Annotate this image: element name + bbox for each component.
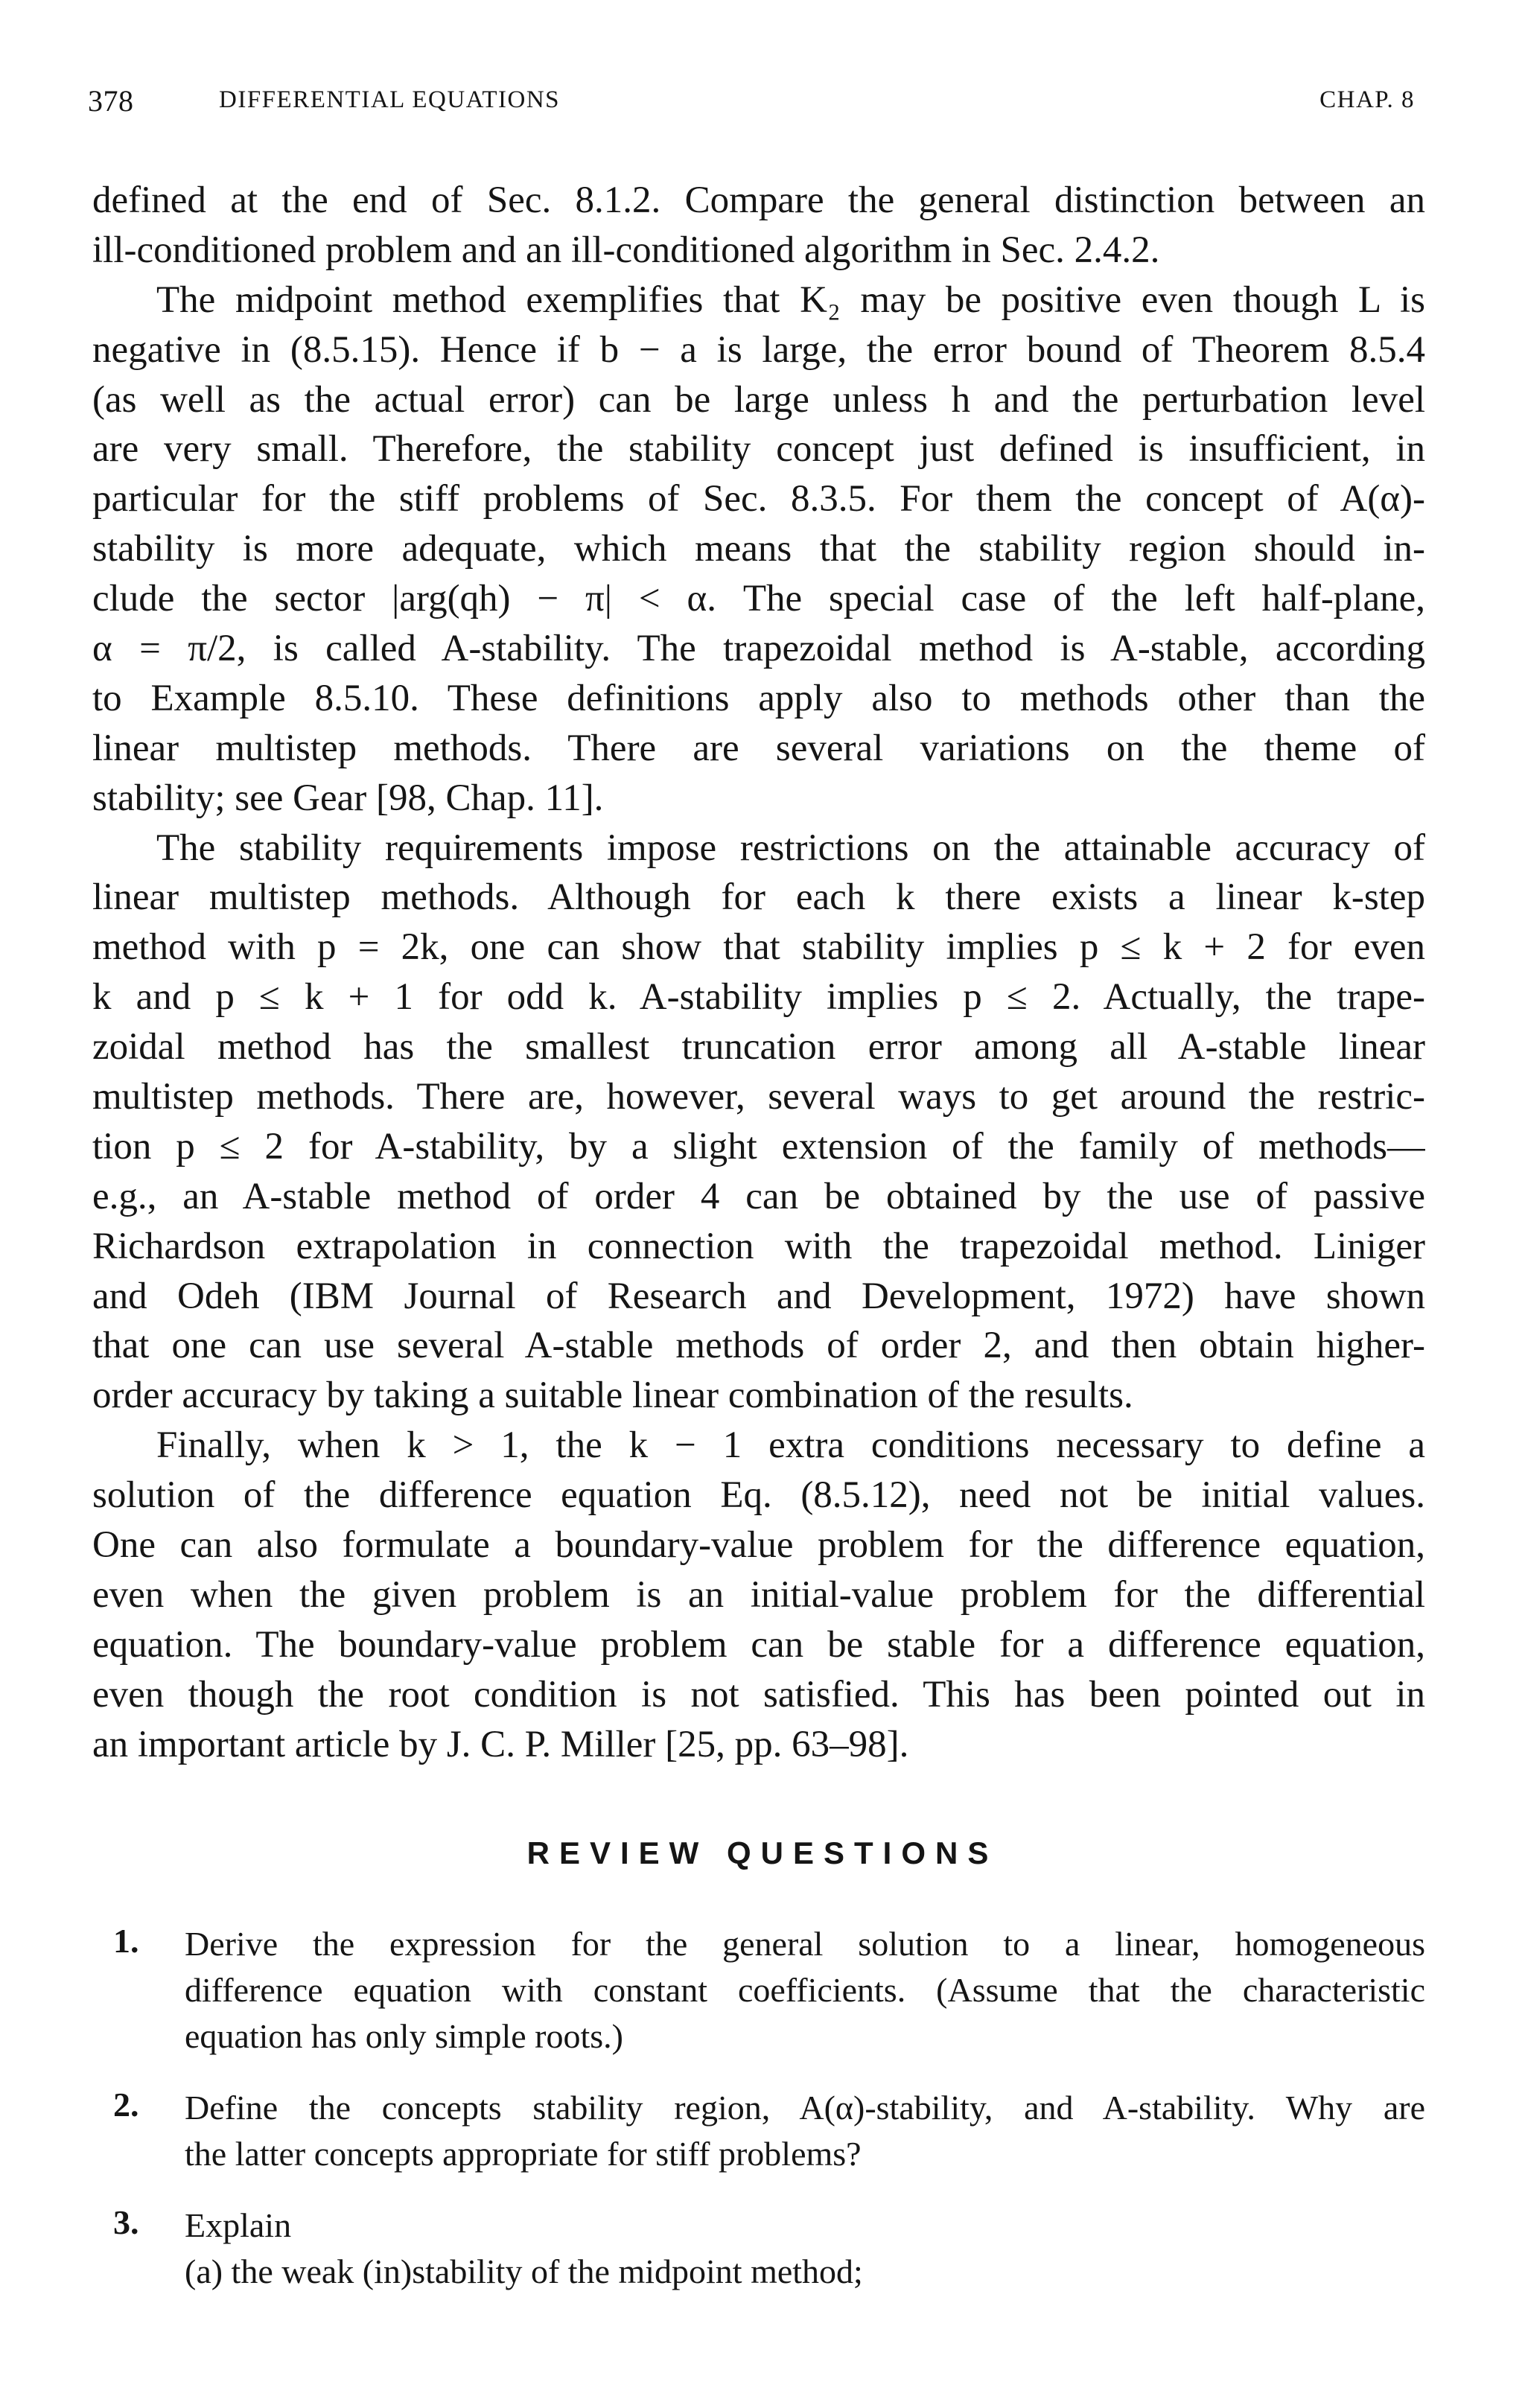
text-line: an important article by J. C. P. Miller [25, pp. 63–98]. (92, 1723, 909, 1765)
review-questions-list (92, 1921, 1425, 2320)
text-line: tion p ≤ 2 for A-stability, by a slight extension of the family of methods— (92, 1125, 1425, 1168)
review-question (92, 2202, 1425, 2295)
question-number: 1. (113, 1922, 139, 1960)
text-line: stability; see Gear [98, Chap. 11]. (92, 777, 604, 819)
text-line: equation. The boundary-value problem can be stable for a difference equation, (92, 1623, 1425, 1666)
running-head: DIFFERENTIAL EQUATIONS (219, 86, 561, 113)
paragraph (92, 275, 1425, 824)
paragraph (92, 824, 1425, 1421)
text-line: ill-conditioned problem and an ill-conditioned algorithm in Sec. 2.4.2. (92, 229, 1160, 271)
text-line: stability is more adequate, which means that the stability region should in- (92, 528, 1425, 570)
review-question (92, 1921, 1425, 2060)
text-line: clude the sector |arg(qh) − π| < α. The special case of the left half-plane, (92, 578, 1425, 620)
question-line: Explain (185, 2206, 292, 2244)
text-line: One can also formulate a boundary-value problem for the difference equation, (92, 1524, 1425, 1567)
text-line: linear multistep methods. Although for each k there exists a linear k-step (92, 876, 1425, 919)
chapter-label: CHAP. 8 (1319, 86, 1415, 113)
text-line: are very small. Therefore, the stability concept just defined is insufficient, in (92, 428, 1425, 471)
question-number: 3. (113, 2203, 139, 2241)
text-line: and Odeh (IBM Journal of Research and Development, 1972) have shown (92, 1275, 1425, 1317)
question-line: (a) the weak (in)stability of the midpoint method; (185, 2252, 863, 2290)
page-number: 378 (88, 84, 134, 118)
text-line: linear multistep methods. There are several variations on the theme of (92, 727, 1425, 769)
review-questions-title: REVIEW QUESTIONS (526, 1835, 999, 1870)
text-line: e.g., an A-stable method of order 4 can be obtained by the use of passive (92, 1175, 1425, 1217)
question-number: 2. (113, 2086, 139, 2124)
text-line: method with p = 2k, one can show that stability implies p ≤ k + 2 for even (92, 926, 1425, 969)
text-line: defined at the end of Sec. 8.1.2. Compare the general distinction between an (92, 179, 1425, 221)
text-line: α = π/2, is called A-stability. The trapezoidal method is A-stable, according (92, 628, 1425, 670)
text-line: even though the root condition is not satisfied. This has been pointed out in (92, 1673, 1425, 1716)
text-line: Richardson extrapolation in connection with the trapezoidal method. Liniger (92, 1225, 1425, 1267)
question-line: Define the concepts stability region, A(α)-stability, and A-stability. Why are (185, 2089, 1425, 2127)
text-line: Finally, when k > 1, the k − 1 extra conditions necessary to define a (156, 1424, 1425, 1467)
paragraph (92, 1421, 1425, 1769)
text-line: order accuracy by taking a suitable linear combination of the results. (92, 1375, 1133, 1417)
question-line: equation has only simple roots.) (185, 2017, 623, 2055)
text-line: particular for the stiff problems of Sec. 8.3.5. For them the concept of A(α)- (92, 478, 1425, 520)
text-line: that one can use several A-stable methods of order 2, and then obtain higher- (92, 1325, 1425, 1367)
page-header (88, 83, 1415, 128)
text-line: (as well as the actual error) can be large unless h and the perturbation level (92, 378, 1425, 421)
text-line: to Example 8.5.10. These definitions apply also to methods other than the (92, 677, 1425, 719)
question-line: difference equation with constant coefficients. (Assume that the characteristic (185, 1971, 1425, 2009)
text-line: solution of the difference equation Eq. (8.5.12), need not be initial values. (92, 1474, 1425, 1517)
question-line: Derive the expression for the general solution to a linear, homogeneous (185, 1925, 1425, 1963)
text-line: The stability requirements impose restrictions on the attainable accuracy of (156, 826, 1425, 869)
text-line: The midpoint method exemplifies that K₂ may be positive even though L is (156, 278, 1425, 321)
text-line: zoidal method has the smallest truncation error among all A-stable linear (92, 1026, 1425, 1068)
text-line: multistep methods. There are, however, several ways to get around the restric- (92, 1076, 1425, 1118)
text-line: negative in (8.5.15). Hence if b − a is large, the error bound of Theorem 8.5.4 (92, 328, 1425, 371)
body-text (92, 176, 1425, 1770)
text-line: k and p ≤ k + 1 for odd k. A-stability implies p ≤ 2. Actually, the trape- (92, 976, 1425, 1019)
text-line: even when the given problem is an initial-value problem for the differential (92, 1573, 1425, 1616)
paragraph (92, 176, 1425, 275)
review-question (92, 2085, 1425, 2177)
question-line: the latter concepts appropriate for stiff problems? (185, 2135, 862, 2173)
